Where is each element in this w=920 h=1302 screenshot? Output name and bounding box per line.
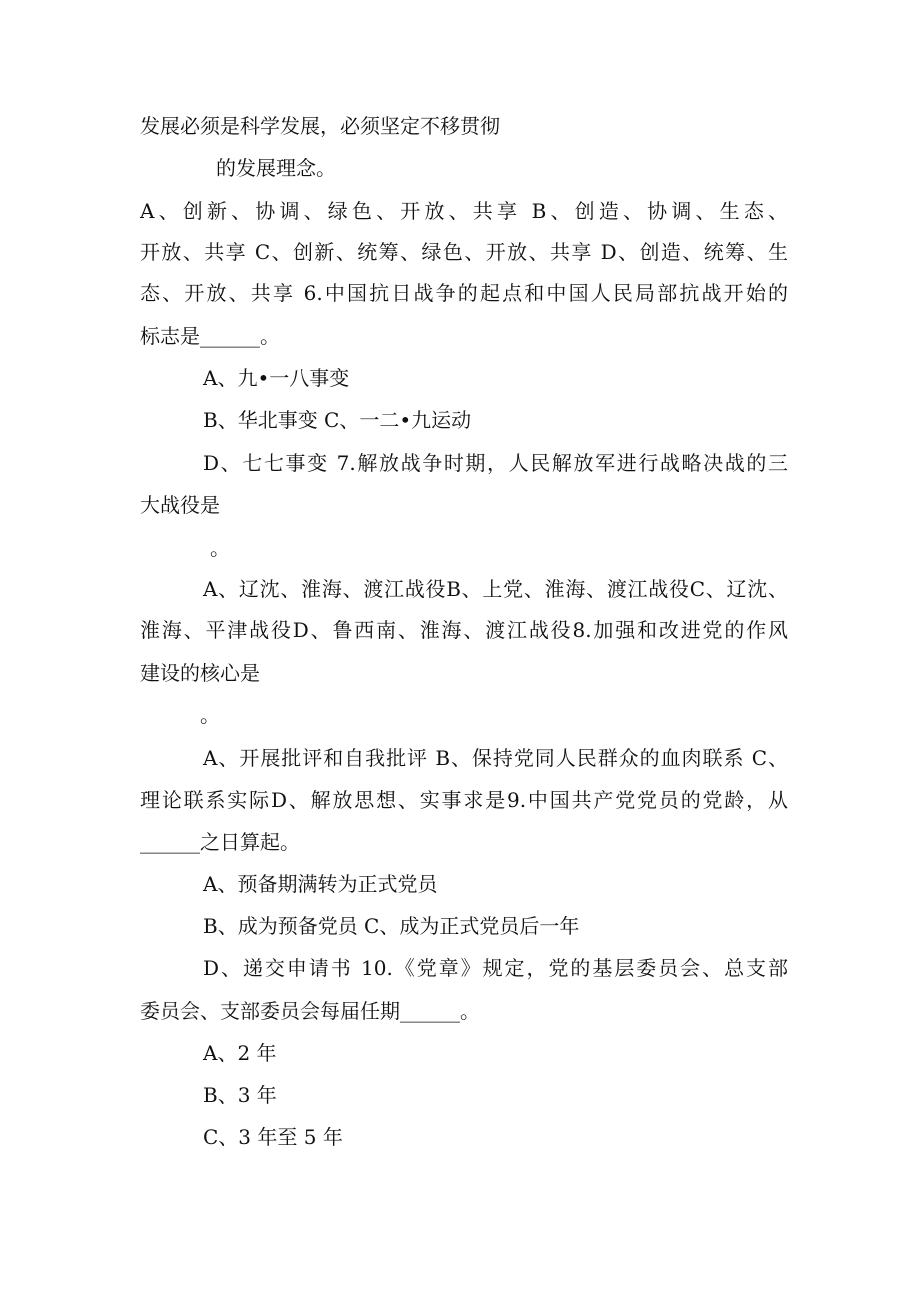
question-10-option-b: B、3 年 [203,1083,277,1107]
question-7-text: 大战役是 [140,493,220,517]
question-9-option-a: A、预备期满转为正式党员 [203,872,438,896]
question-8-text: 建设的核心是 [140,661,260,685]
text-line: 。 [210,536,230,560]
question-6-text: 态、开放、共享 6.中国抗日战争的起点和中国人民局部抗战开始的 [140,281,788,305]
question-9-text: ______之日算起。 [140,830,300,854]
question-8-text: 淮海、平津战役D、鲁西南、淮海、渡江战役8.加强和改进党的作风 [140,618,788,642]
text-line: 。 [200,703,220,727]
question-6-options: B、华北事变 C、一二•九运动 [203,408,472,432]
question-6-option-a: A、九•一八事变 [203,366,350,390]
question-7-text: D、七七事变 7.解放战争时期，人民解放军进行战略决战的三 [203,451,788,475]
text-line: 的发展理念。 [216,156,336,180]
text-line: 发展必须是科学发展，必须坚定不移贯彻 [140,114,500,138]
question-6-text: 标志是______。 [140,324,280,348]
question-10-option-c: C、3 年至 5 年 [203,1125,343,1149]
question-9-options: B、成为预备党员 C、成为正式党员后一年 [203,914,580,938]
question-8-options: A、开展批评和自我批评 B、保持党同人民群众的血肉联系 C、 [203,746,788,770]
question-10-text: D、递交申请书 10.《党章》规定，党的基层委员会、总支部 [203,956,788,980]
question-10-text: 委员会、支部委员会每届任期______。 [140,999,480,1023]
question-10-option-a: A、2 年 [203,1041,277,1065]
question-7-options: A、辽沈、淮海、渡江战役B、上党、淮海、渡江战役C、辽沈、 [203,577,788,601]
question-9-text: 理论联系实际D、解放思想、实事求是9.中国共产党党员的党龄，从 [140,788,788,812]
question-5-options: 开放、共享 C、创新、统筹、绿色、开放、共享 D、创造、统筹、生 [140,240,788,264]
question-5-options: A、创新、协调、绿色、开放、共享 B、创造、协调、生态、 [140,199,788,223]
